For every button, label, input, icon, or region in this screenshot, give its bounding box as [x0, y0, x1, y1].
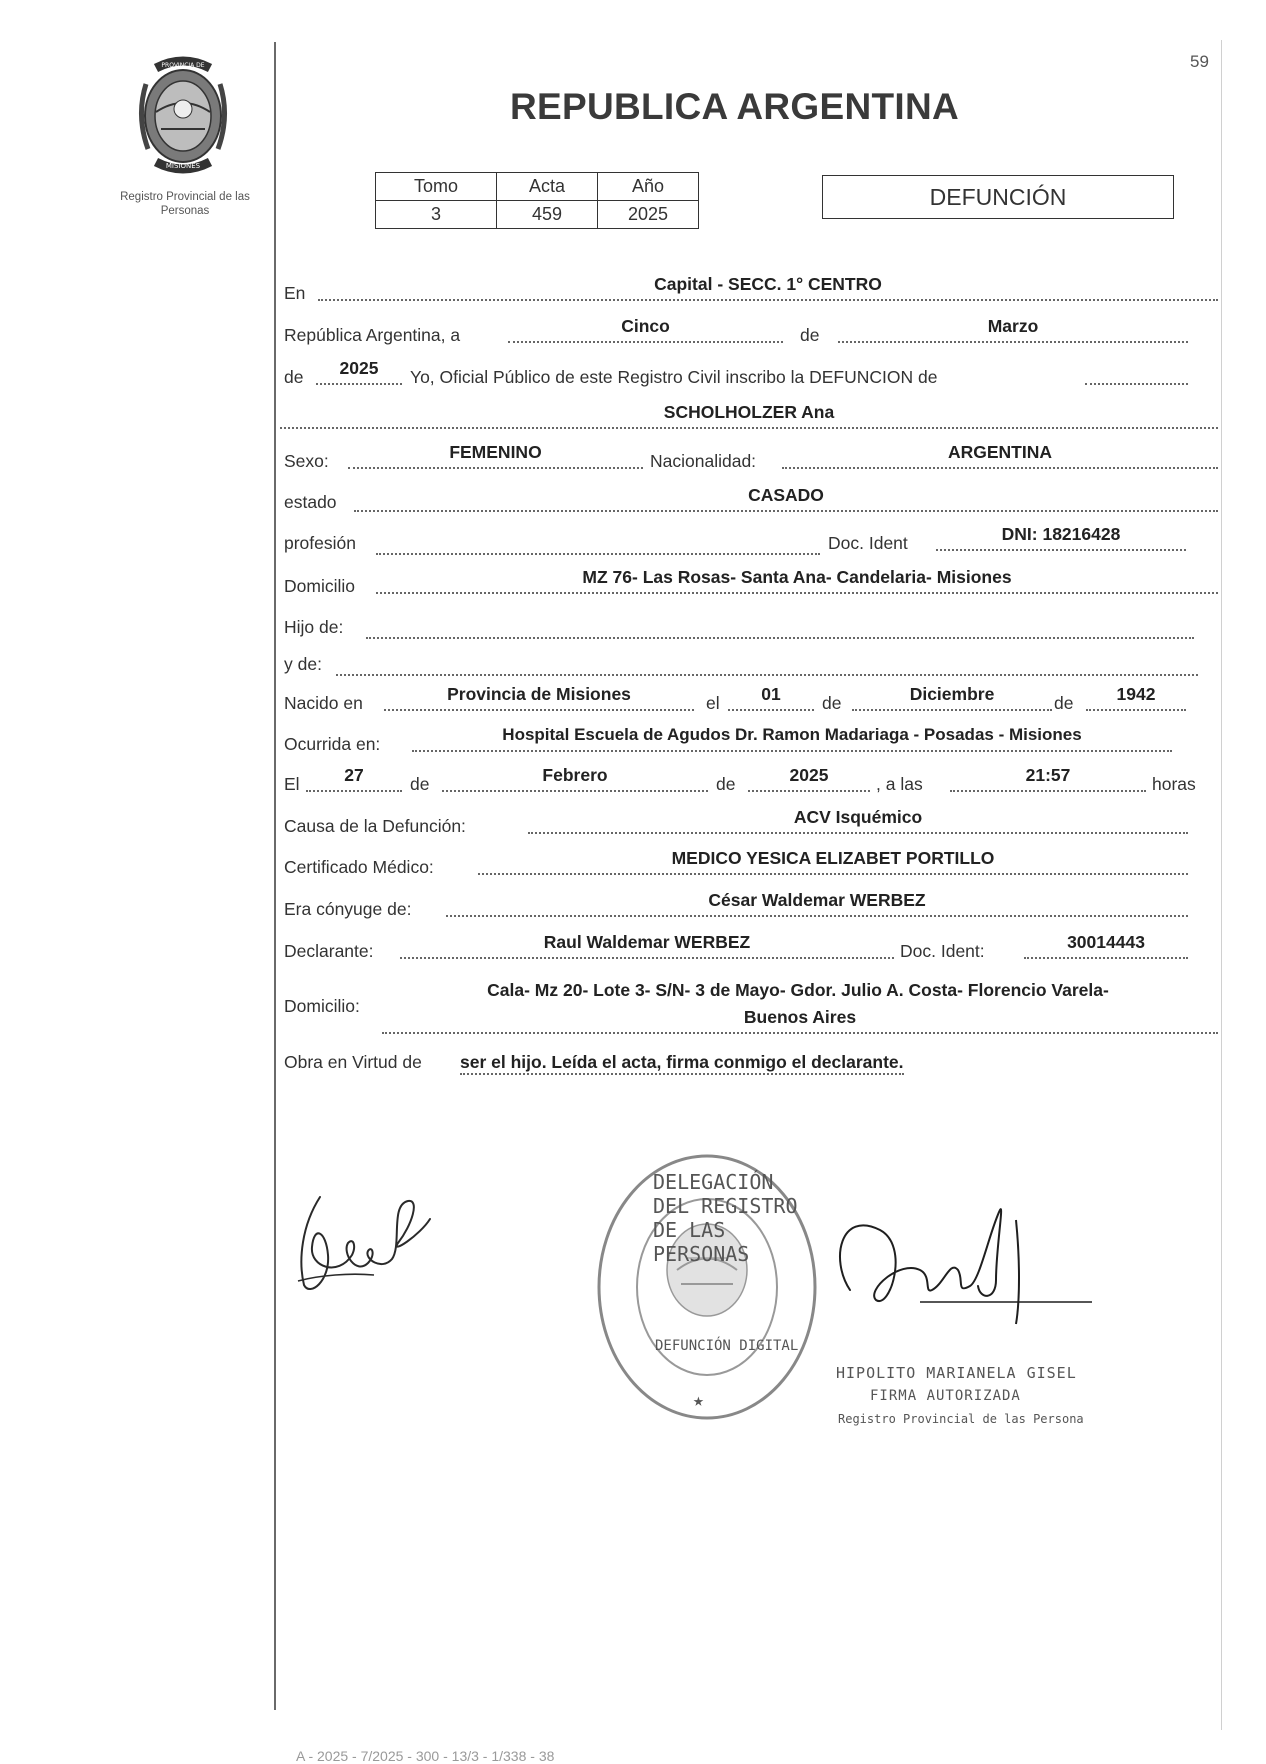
domicilio2-label: Domicilio: — [284, 996, 360, 1016]
domicilio2-line1: Cala- Mz 20- Lote 3- S/N- 3 de Mayo- Gdor. Julio A. Costa- Florencio Varela- — [487, 980, 1109, 1000]
year-field: 2025 — [316, 357, 402, 385]
el-label: el — [706, 693, 720, 713]
profesion-field — [376, 527, 820, 555]
doc2-label: Doc. Ident: — [900, 941, 985, 961]
obra-label: Obra en Virtud de — [284, 1052, 422, 1072]
profesion-label: profesión — [284, 533, 356, 553]
declarant-signature — [290, 1185, 450, 1300]
right-edge-line — [1221, 40, 1222, 1730]
anio-value: 2025 — [598, 201, 699, 229]
certificado-label: Certificado Médico: — [284, 857, 434, 877]
official-org: Registro Provincial de las Persona — [838, 1412, 1084, 1426]
yde-field — [336, 648, 1198, 676]
inscribo-blank — [1085, 357, 1188, 385]
de5-label: de — [410, 774, 430, 794]
nacido-label: Nacido en — [284, 693, 363, 713]
en-label: En — [284, 283, 306, 303]
causa-field: ACV Isquémico — [528, 806, 1188, 834]
certificado-field: MEDICO YESICA ELIZABET PORTILLO — [478, 847, 1188, 875]
conyuge-label: Era cónyuge de: — [284, 899, 412, 919]
domicilio-field: MZ 76- Las Rosas- Santa Ana- Candelaria- Misiones — [376, 566, 1218, 594]
def-anio-field: 2025 — [748, 764, 870, 792]
ocurrida-label: Ocurrida en: — [284, 734, 381, 754]
def-mes-field: Febrero — [442, 764, 708, 792]
el2-label: El — [284, 774, 300, 794]
nac-mes-field: Diciembre — [852, 683, 1052, 711]
margin-line — [274, 42, 276, 1710]
anio-header: Año — [598, 173, 699, 201]
tomo-value: 3 — [376, 201, 497, 229]
causa-label: Causa de la Defunción: — [284, 816, 466, 836]
nacionalidad-field: ARGENTINA — [782, 441, 1218, 469]
en-field: Capital - SECC. 1° CENTRO — [318, 273, 1218, 301]
emblem-text-bottom: MISIONES — [165, 162, 201, 170]
official-title: FIRMA AUTORIZADA — [870, 1388, 1021, 1404]
official-name: HIPOLITO MARIANELA GISEL — [836, 1364, 1077, 1382]
nac-anio-field: 1942 — [1086, 683, 1186, 711]
sexo-label: Sexo: — [284, 451, 329, 471]
obra-field: ser el hijo. Leída el acta, firma conmigo el declarante. — [460, 1052, 904, 1075]
de3-label: de — [822, 693, 842, 713]
de-label: de — [800, 325, 820, 345]
de6-label: de — [716, 774, 736, 794]
tomo-header: Tomo — [376, 173, 497, 201]
page-number: 59 — [1190, 52, 1209, 71]
rep-label: República Argentina, a — [284, 325, 461, 345]
provincial-emblem — [126, 54, 241, 174]
declarante-label: Declarante: — [284, 941, 374, 961]
doc-label: Doc. Ident — [828, 533, 908, 553]
acta-header: Acta — [497, 173, 598, 201]
footer-reference: A - 2025 - 7/2025 - 300 - 13/3 - 1/338 - 38 — [296, 1748, 555, 1764]
declarante-field: Raul Waldemar WERBEZ — [400, 931, 894, 959]
domicilio-label: Domicilio — [284, 576, 355, 596]
conyuge-field: César Waldemar WERBEZ — [446, 889, 1188, 917]
record-type-box: DEFUNCIÓN — [822, 175, 1174, 219]
official-stamp — [595, 1152, 820, 1422]
domicilio2-line2: Buenos Aires — [382, 1006, 1218, 1034]
nacionalidad-label: Nacionalidad: — [650, 451, 757, 471]
alas-label: , a las — [876, 774, 923, 794]
de4-label: de — [1054, 693, 1074, 713]
official-signature — [820, 1190, 1100, 1340]
horas-label: horas — [1152, 774, 1196, 794]
doc2-field: 30014443 — [1024, 931, 1188, 959]
emblem-text-top: PROVINCIA DE — [161, 62, 205, 69]
month-field: Marzo — [838, 315, 1188, 343]
hijo-field — [366, 611, 1194, 639]
estado-label: estado — [284, 492, 337, 512]
page-title: REPUBLICA ARGENTINA — [510, 86, 960, 127]
record-table — [375, 172, 699, 229]
inscribo-text: Yo, Oficial Público de este Registro Civil inscribo la DEFUNCION de — [410, 367, 938, 387]
de2-label: de — [284, 367, 304, 387]
def-dia-field: 27 — [306, 764, 402, 792]
sexo-field: FEMENINO — [348, 441, 643, 469]
nacido-field: Provincia de Misiones — [384, 683, 694, 711]
hijo-label: Hijo de: — [284, 617, 344, 637]
hora-field: 21:57 — [950, 764, 1146, 792]
doc-field: DNI: 18216428 — [936, 523, 1186, 551]
ocurrida-field: Hospital Escuela de Agudos Dr. Ramon Madariaga - Posadas - Misiones — [412, 724, 1172, 752]
stamp-ring-text: DELEGACIÓN DEL REGISTRO DE LAS PERSONAS — [653, 1170, 798, 1266]
deceased-name: SCHOLHOLZER Ana — [280, 401, 1218, 429]
estado-field: CASADO — [354, 484, 1218, 512]
stamp-inner-text: DEFUNCIÓN DIGITAL — [655, 1338, 799, 1354]
day-field: Cinco — [508, 315, 783, 343]
yde-label: y de: — [284, 654, 322, 674]
stamp-star-icon: ★ — [693, 1390, 704, 1411]
registry-caption: Registro Provincial de las Personas — [120, 191, 250, 217]
acta-value: 459 — [497, 201, 598, 229]
nac-dia-field: 01 — [728, 683, 814, 711]
